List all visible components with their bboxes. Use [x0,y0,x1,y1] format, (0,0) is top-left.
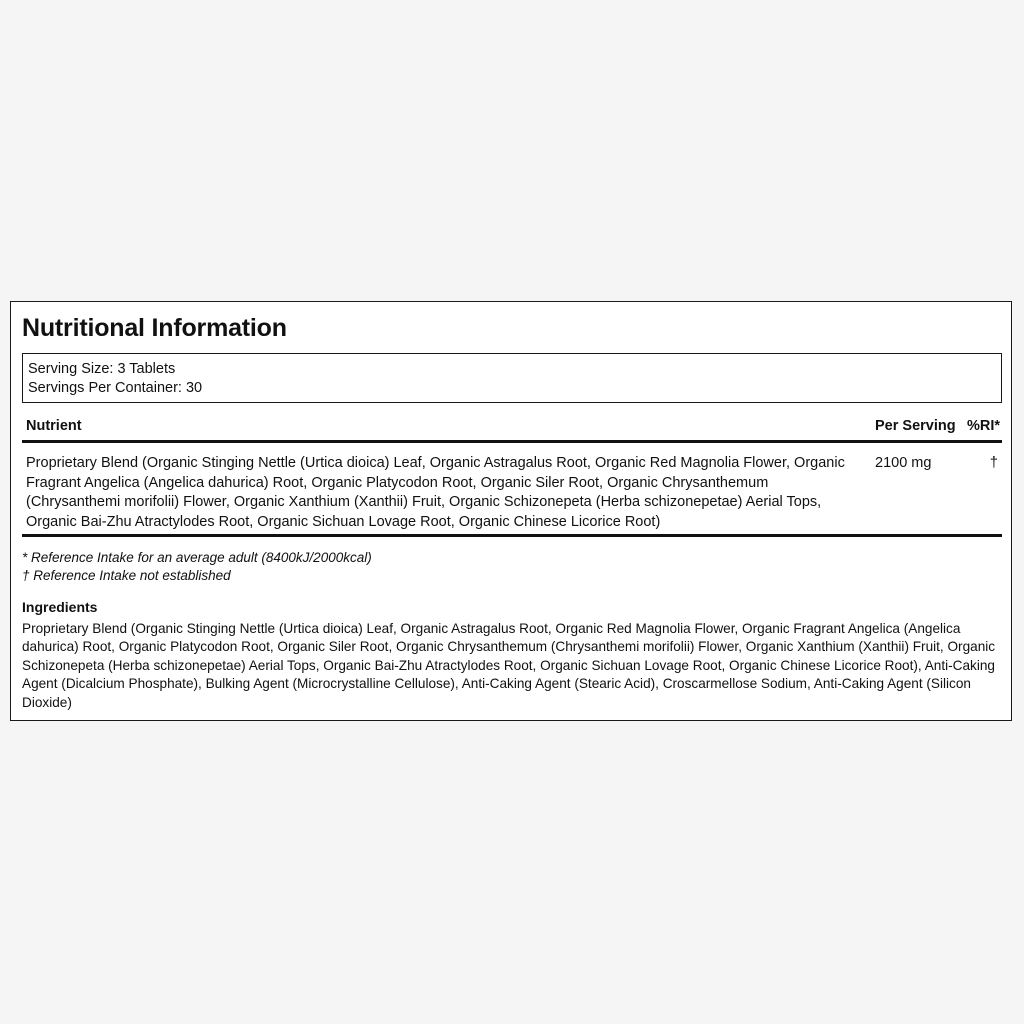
footnote-reference-intake: * Reference Intake for an average adult (8400kJ/2000kcal) [22,550,372,565]
row-nutrient: Proprietary Blend (Organic Stinging Nettle (Urtica dioica) Leaf, Organic Astragalus Root, Organic Red Magnolia Flower, Organic Fragrant Angelica (Angelica dahurica) Root, Organic Platycodon Root, Organic Siler Root, Organic Chrysanthemum (Chrysanthemi morifolii) Flower, Organic Xanthium (Xanthii) Fruit, Organic Schizonepeta (Herba schizonepetae) Aerial Tops, Organic Bai-Zhu Atractylodes Root, Organic Sichuan Lovage Root, Organic Chinese Licorice Root) [26,455,845,530]
row-ri: † [989,455,998,471]
table-row [22,451,1002,533]
ingredients-text: Proprietary Blend (Organic Stinging Nettle (Urtica dioica) Leaf, Organic Astragalus Root, Organic Red Magnolia Flower, Organic Fragrant Angelica (Angelica dahurica) Root, Organic Platycodon Root, Organic Siler Root, Organic Chrysanthemum (Chrysanthemi morifolii) Flower, Organic Xanthium (Xanthii) Fruit, Organic Schizonepeta (Herba schizonepetae) Aerial Tops, Organic Bai-Zhu Atractylodes Root, Organic Sichuan Lovage Root, Organic Chinese Licorice Root), Anti-Caking Agent (Dicalcium Phosphate), Bulking Agent (Microcrystalline Cellulose), Anti-Caking Agent (Stearic Acid), Croscarmellose Sodium, Anti-Caking Agent (Silicon Dioxide) [22,621,996,710]
header-divider [22,440,1002,443]
panel-title: Nutritional Information [22,314,287,342]
ingredients-heading: Ingredients [22,599,98,615]
row-per-serving: 2100 mg [875,455,932,471]
header-nutrient: Nutrient [26,418,82,434]
serving-size: Serving Size: 3 Tablets [28,361,176,377]
nutrition-panel [10,301,1012,721]
table-bottom-divider [22,534,1002,537]
header-per-serving: Per Serving [875,418,956,434]
servings-per-container: Servings Per Container: 30 [28,380,203,396]
header-ri: %RI* [966,418,1000,434]
serving-info-box [22,353,1002,403]
footnote-not-established: † Reference Intake not established [22,568,231,583]
table-header [22,415,1002,441]
